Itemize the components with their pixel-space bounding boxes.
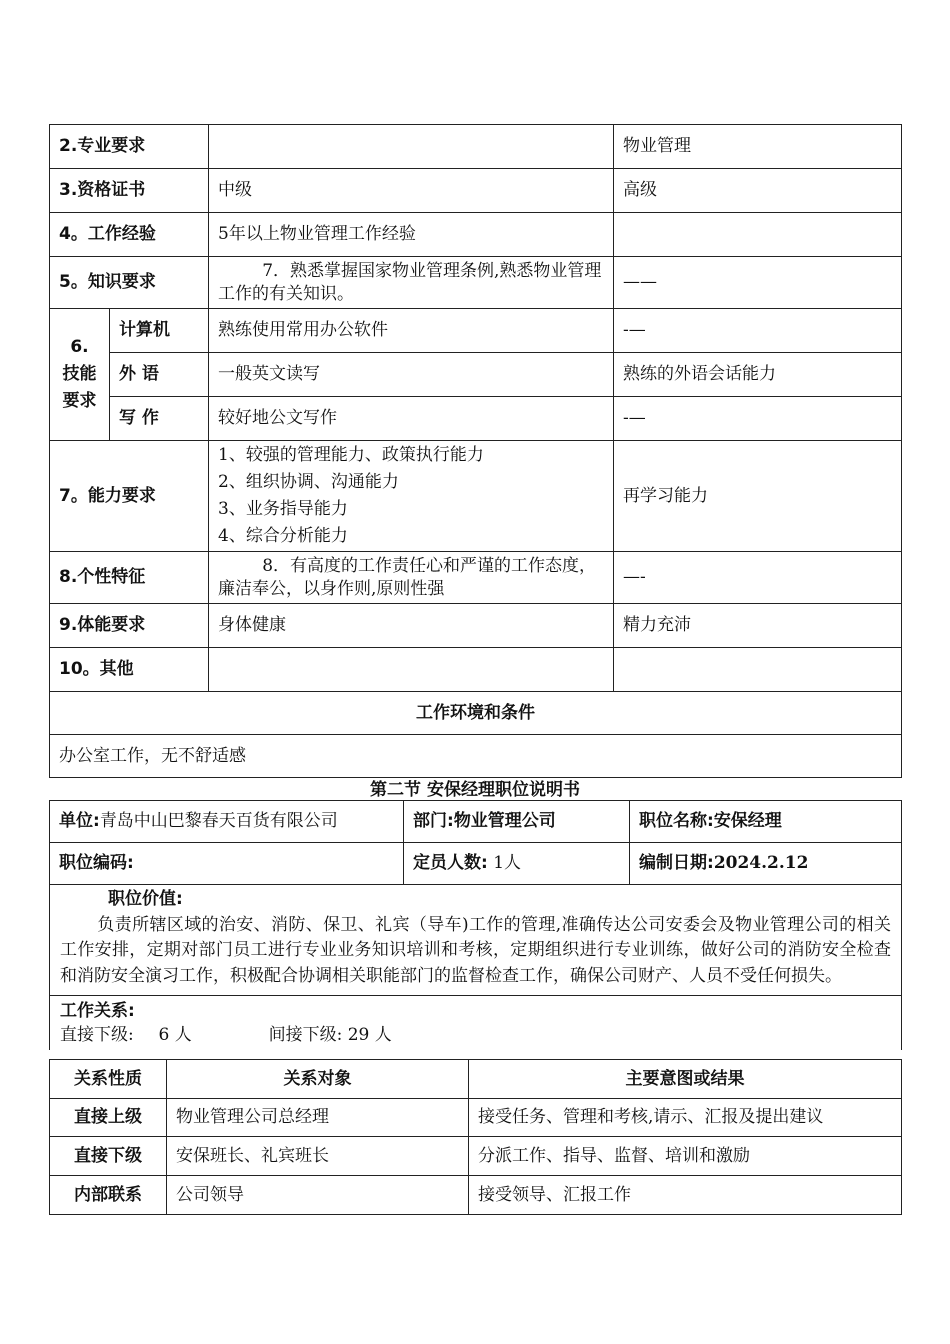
ability-list bbox=[209, 441, 614, 552]
table-row bbox=[50, 885, 902, 996]
relation-purpose: 分派工作、指导、监督、培训和激励 bbox=[469, 1137, 902, 1176]
ideal-requirement: -— bbox=[614, 397, 902, 441]
basic-requirement: 7．熟悉掌握国家物业管理条例,熟悉物业管理工作的有关知识。 bbox=[209, 257, 614, 309]
skills-label-line: 6. bbox=[70, 336, 89, 357]
table-row bbox=[50, 169, 902, 213]
date-value: 2024.2.12 bbox=[713, 853, 809, 874]
table-row bbox=[50, 801, 902, 843]
basic-requirement: 身体健康 bbox=[209, 604, 614, 648]
table-row bbox=[50, 648, 902, 692]
table-row bbox=[50, 552, 902, 604]
row-label: 5。知识要求 bbox=[50, 257, 209, 309]
column-header: 关系对象 bbox=[167, 1060, 469, 1099]
relation-target: 物业管理公司总经理 bbox=[167, 1099, 469, 1137]
relations-summary-cell bbox=[50, 996, 902, 1050]
relations-label: 工作关系: bbox=[60, 1001, 135, 1021]
list-item: 3、业务指导能力 bbox=[218, 499, 348, 519]
position-value-label: 职位价值: bbox=[108, 889, 183, 909]
relation-type: 直接下级 bbox=[50, 1137, 167, 1176]
basic-requirement: 中级 bbox=[209, 169, 614, 213]
indirect-sub-value: 29 人 bbox=[347, 1024, 392, 1045]
position-title-cell bbox=[630, 801, 902, 843]
direct-sub-label: 直接下级: bbox=[60, 1024, 134, 1045]
headcount-value: 1人 bbox=[493, 853, 522, 874]
relation-purpose: 接受任务、管理和考核,请示、汇报及提出建议 bbox=[469, 1099, 902, 1137]
ideal-requirement: 熟练的外语会话能力 bbox=[614, 353, 902, 397]
table-row bbox=[50, 441, 902, 552]
ideal-requirement: —— bbox=[614, 257, 902, 309]
table-row bbox=[50, 397, 902, 441]
row-label: 9.体能要求 bbox=[50, 604, 209, 648]
basic-requirement: 熟练使用常用办公软件 bbox=[209, 309, 614, 353]
department-value: 物业管理公司 bbox=[453, 811, 556, 832]
basic-requirement: 5年以上物业管理工作经验 bbox=[209, 213, 614, 257]
table-row bbox=[50, 213, 902, 257]
table-row bbox=[50, 996, 902, 1050]
table-row bbox=[50, 257, 902, 309]
indirect-sub-label: 间接下级: bbox=[268, 1024, 343, 1045]
column-header: 关系性质 bbox=[50, 1060, 167, 1099]
skill-name: 计算机 bbox=[110, 309, 209, 353]
headcount-label: 定员人数: bbox=[413, 853, 488, 874]
basic-requirement: 一般英文读写 bbox=[209, 353, 614, 397]
row-label: 7。能力要求 bbox=[50, 441, 209, 552]
ideal-requirement: —- bbox=[614, 552, 902, 604]
basic-requirement bbox=[209, 648, 614, 692]
table-row bbox=[50, 1137, 902, 1176]
table-row bbox=[50, 843, 902, 885]
requirements-table bbox=[49, 124, 902, 778]
row-label: 10。其他 bbox=[50, 648, 209, 692]
date-cell bbox=[630, 843, 902, 885]
row-label: 3.资格证书 bbox=[50, 169, 209, 213]
ideal-requirement: 高级 bbox=[614, 169, 902, 213]
unit-cell bbox=[50, 801, 404, 843]
basic-requirement bbox=[209, 125, 614, 169]
ideal-requirement: 精力充沛 bbox=[614, 604, 902, 648]
unit-label: 单位: bbox=[59, 811, 100, 832]
row-label: 4。工作经验 bbox=[50, 213, 209, 257]
relation-target: 安保班长、礼宾班长 bbox=[167, 1137, 469, 1176]
table-row bbox=[50, 1099, 902, 1137]
environment-text: 办公室工作，无不舒适感 bbox=[50, 735, 902, 778]
relation-purpose: 接受领导、汇报工作 bbox=[469, 1176, 902, 1215]
list-item: 2、组织协调、沟通能力 bbox=[218, 471, 399, 492]
table-row bbox=[50, 1176, 902, 1215]
skills-label-line: 要求 bbox=[62, 391, 97, 412]
direct-sub-value: 6 人 bbox=[158, 1024, 192, 1045]
position-code-cell bbox=[50, 843, 404, 885]
position-value-text: 负责所辖区域的治安、消防、保卫、礼宾（导车)工作的管理,准确传达公司安委会及物业管理公司的相关工作安排，定期对部门员工进行专业业务知识培训和考核，定期组织进行专业训练，做好公司的消防安全检查和消防安全演习工作，积极配合协调相关职能部门的监督检查工作，确保公司财产、人员不受任何损失。 bbox=[60, 914, 891, 986]
date-label: 编制日期: bbox=[639, 853, 714, 874]
relation-type: 直接上级 bbox=[50, 1099, 167, 1137]
relations-table bbox=[49, 1059, 902, 1215]
department-cell bbox=[404, 801, 630, 843]
position-title-value: 安保经理 bbox=[713, 811, 782, 832]
ideal-requirement: 物业管理 bbox=[614, 125, 902, 169]
headcount-cell bbox=[404, 843, 630, 885]
relation-type: 内部联系 bbox=[50, 1176, 167, 1215]
list-item: 4、综合分析能力 bbox=[218, 526, 348, 547]
table-header-row bbox=[50, 1060, 902, 1099]
ideal-requirement bbox=[614, 648, 902, 692]
table-row bbox=[50, 125, 902, 169]
table-row bbox=[50, 604, 902, 648]
skill-name: 外 语 bbox=[110, 353, 209, 397]
subordinates-line bbox=[60, 1024, 891, 1048]
basic-requirement: 较好地公文写作 bbox=[209, 397, 614, 441]
table-row bbox=[50, 735, 902, 778]
skills-label-line: 技能 bbox=[62, 363, 97, 384]
ideal-requirement: 再学习能力 bbox=[614, 441, 902, 552]
unit-value: 青岛中山巴黎春天百货有限公司 bbox=[99, 811, 338, 832]
skills-label bbox=[50, 309, 110, 441]
ideal-requirement: -— bbox=[614, 309, 902, 353]
skill-name: 写 作 bbox=[110, 397, 209, 441]
section-title: 第二节 安保经理职位说明书 bbox=[370, 780, 580, 800]
ideal-requirement bbox=[614, 213, 902, 257]
table-row bbox=[50, 309, 902, 353]
row-label: 8.个性特征 bbox=[50, 552, 209, 604]
position-table bbox=[49, 800, 902, 1050]
list-item: 1、较强的管理能力、政策执行能力 bbox=[218, 444, 484, 465]
position-title-label: 职位名称: bbox=[639, 811, 714, 832]
table-row bbox=[50, 353, 902, 397]
environment-heading: 工作环境和条件 bbox=[50, 692, 902, 735]
position-value-cell bbox=[50, 885, 902, 996]
table-row bbox=[50, 692, 902, 735]
position-code-label: 职位编码: bbox=[59, 853, 134, 874]
basic-requirement: 8．有高度的工作责任心和严谨的工作态度，廉洁奉公，以身作则,原则性强 bbox=[209, 552, 614, 604]
relation-target: 公司领导 bbox=[167, 1176, 469, 1215]
department-label: 部门: bbox=[413, 811, 454, 832]
column-header: 主要意图或结果 bbox=[469, 1060, 902, 1099]
row-label: 2.专业要求 bbox=[50, 125, 209, 169]
